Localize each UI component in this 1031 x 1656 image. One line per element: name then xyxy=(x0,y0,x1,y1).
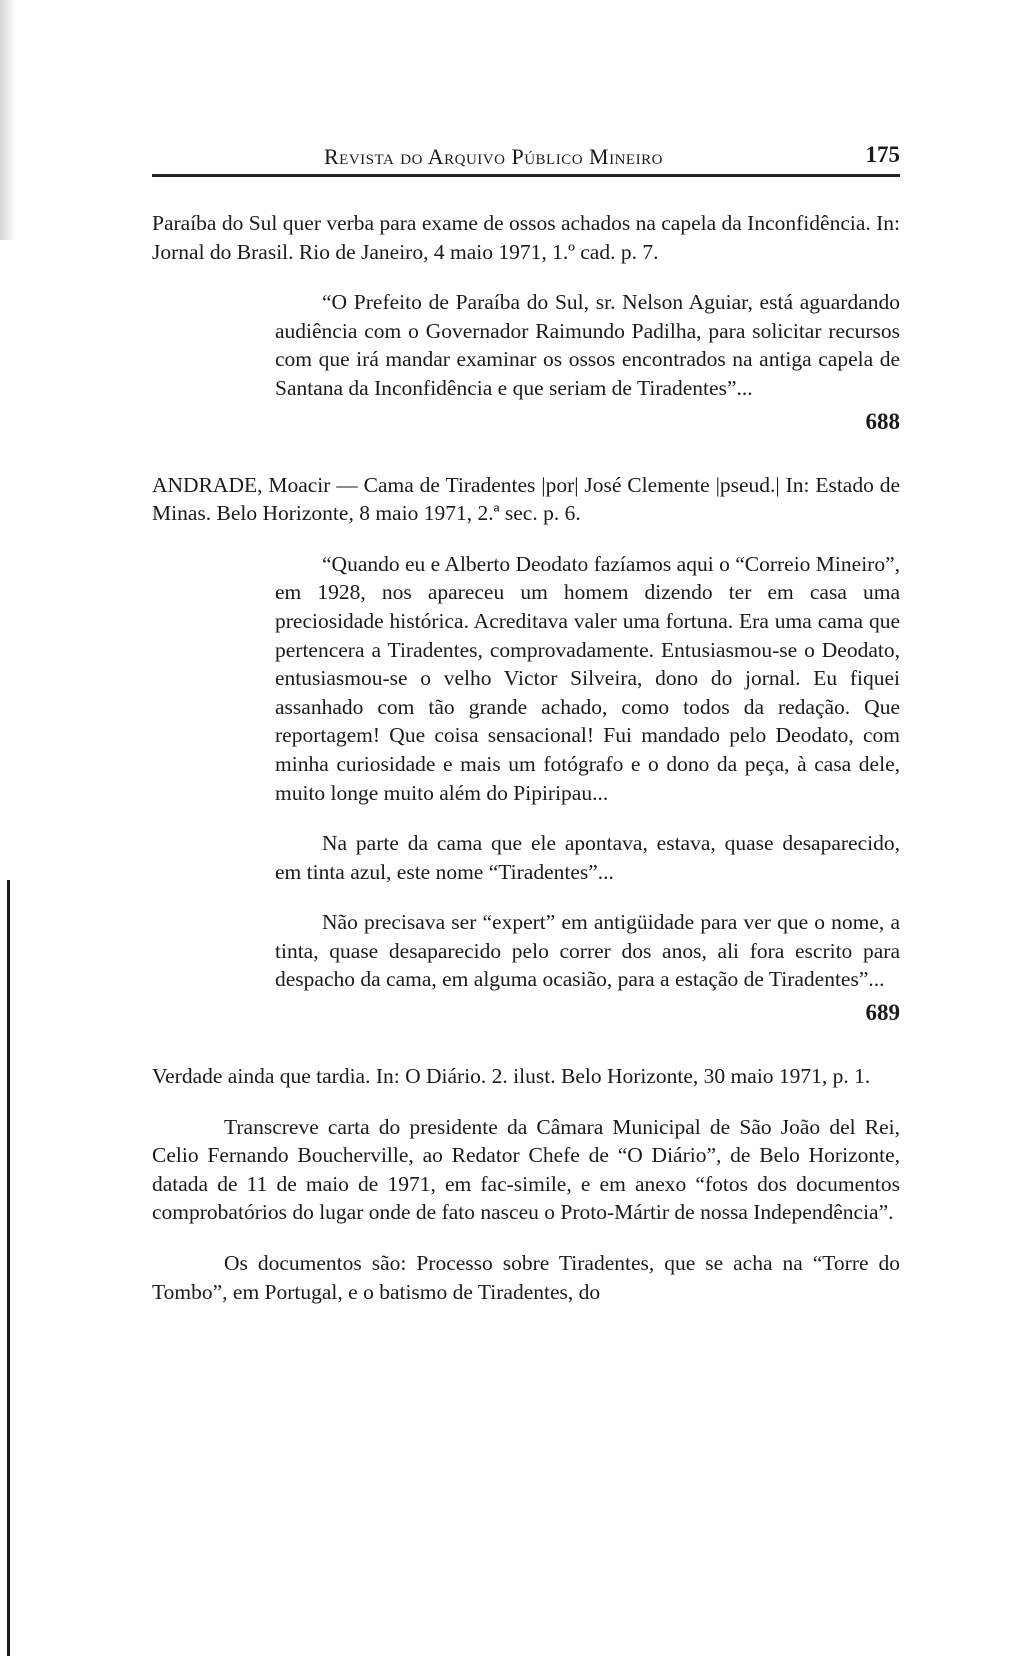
entry-number: 688 xyxy=(865,408,900,434)
bibliography-entry xyxy=(152,1062,900,1306)
bibliography-entry xyxy=(152,209,900,439)
bibliography-entry xyxy=(152,471,900,1031)
entry-number: 689 xyxy=(865,1000,900,1026)
entry-citation: ANDRADE, Moacir — Cama de Tiradentes |por| José Clemente |pseud.| In: Estado de Minas. Belo Horizonte, 8 maio 1971, 2.ª sec. p. 6. xyxy=(152,472,900,526)
entry-citation: Paraíba do Sul quer verba para exame de ossos achados na capela da Inconfidência. In: Jornal do Brasil. Rio de Janeiro, 4 maio 1971, 1.º cad. p. 7. xyxy=(152,211,901,264)
entry-quote: Não precisava ser “expert” em antigüidade para ver que o nome, a tinta, quase desaparecido pelo correr dos anos, ali fora escrito para despacho da cama, em alguma ocasião, para a estação de Tiradentes”... xyxy=(275,910,900,992)
running-title: Revista do Arquivo Público Mineiro xyxy=(324,144,663,169)
entry-body: Os documentos são: Processo sobre Tiradentes, que se acha na “Torre do Tombo”, em Portugal, e o batismo de Tiradentes, do xyxy=(152,1251,900,1304)
entry-quote: “Quando eu e Alberto Deodato fazíamos aqui o “Correio Mineiro”, em 1928, nos apareceu um homem dizendo ter em casa uma preciosidade histórica. Acreditava valer uma fortuna. Era uma cama que pertencera a Tiradentes, comprovadamente. Entusiasmou-se o Deodato, entusiasmou-se o velho Victor Silveira, dono do jornal. Eu fiquei assanhado com tão grande achado, como todos da redação. Que reportagem! Que coisa sensacional! Fui mandado pelo Deodato, com minha curiosidade e mais um fotógrafo e o dono da peça, à casa dele, muito longe muito além do Pipiripau... xyxy=(275,551,900,805)
entry-body: Transcreve carta do presidente da Câmara Municipal de São João del Rei, Celio Fernando Boucherville, ao Redator Chefe de “O Diário”, de Belo Horizonte, datada de 11 de maio de 1971, em fac-simile, e em anexo “fotos dos documentos comprobatórios do lugar onde de fato nasceu o Proto-Mártir de nossa Independência”. xyxy=(152,1114,900,1225)
entry-quote: “O Prefeito de Paraíba do Sul, sr. Nelson Aguiar, está aguardando audiência com o Governador Raimundo Padilha, para solicitar recursos com que irá mandar examinar os ossos encontrados na antiga capela de Santana da Inconfidência e que seriam de Tiradentes”... xyxy=(275,290,900,400)
entry-citation: Verdade ainda que tardia. In: O Diário. 2. ilust. Belo Horizonte, 30 maio 1971, p. 1. xyxy=(152,1064,871,1089)
entry-quote: Na parte da cama que ele apontava, estava, quase desaparecido, em tinta azul, este nome “Tiradentes”... xyxy=(275,831,900,884)
running-header xyxy=(152,140,900,177)
scan-edge-binding xyxy=(0,880,10,1656)
page-number: 175 xyxy=(865,142,900,167)
document-page xyxy=(152,140,900,1306)
scan-edge-shadow xyxy=(0,0,16,240)
